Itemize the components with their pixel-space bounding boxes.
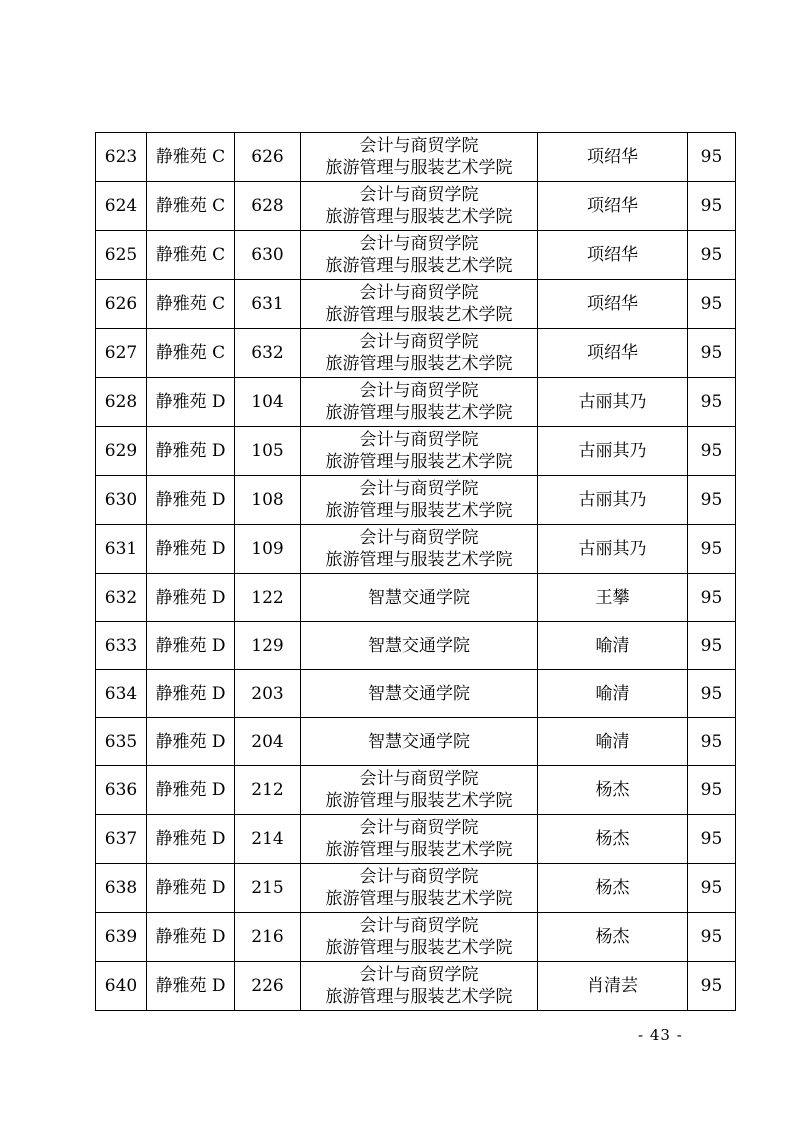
table-row xyxy=(96,622,736,670)
staff-cell: 项绍华 xyxy=(538,329,688,378)
room-cell: 203 xyxy=(235,670,301,718)
score-cell: 95 xyxy=(688,864,736,913)
college-name: 会计与商贸学院 xyxy=(359,769,479,789)
table-row xyxy=(96,815,736,864)
college-name: 会计与商贸学院 xyxy=(359,185,479,205)
college-name: 会计与商贸学院 xyxy=(359,283,479,303)
college-name: 旅游管理与服装艺术学院 xyxy=(325,550,513,570)
score-cell: 95 xyxy=(688,574,736,622)
college-name: 会计与商贸学院 xyxy=(359,916,479,936)
row-number-cell: 639 xyxy=(96,913,147,962)
room-cell: 628 xyxy=(235,182,301,231)
row-number-cell: 626 xyxy=(96,280,147,329)
building-cell: 静雅苑 D xyxy=(147,622,235,670)
room-cell: 214 xyxy=(235,815,301,864)
room-cell: 204 xyxy=(235,718,301,766)
college-name: 旅游管理与服装艺术学院 xyxy=(325,938,513,958)
building-cell: 静雅苑 D xyxy=(147,670,235,718)
college-name: 会计与商贸学院 xyxy=(359,136,479,156)
college-name: 智慧交通学院 xyxy=(368,635,470,656)
staff-cell: 杨杰 xyxy=(538,864,688,913)
row-number-cell: 638 xyxy=(96,864,147,913)
table-row xyxy=(96,766,736,815)
room-cell: 129 xyxy=(235,622,301,670)
building-cell: 静雅苑 C xyxy=(147,231,235,280)
building-cell: 静雅苑 D xyxy=(147,427,235,476)
college-cell xyxy=(301,133,538,182)
row-number-cell: 629 xyxy=(96,427,147,476)
college-name: 会计与商贸学院 xyxy=(359,528,479,548)
college-name: 会计与商贸学院 xyxy=(359,234,479,254)
row-number-cell: 624 xyxy=(96,182,147,231)
table-row xyxy=(96,476,736,525)
college-name: 会计与商贸学院 xyxy=(359,430,479,450)
score-cell: 95 xyxy=(688,231,736,280)
table-row xyxy=(96,329,736,378)
college-name: 旅游管理与服装艺术学院 xyxy=(325,354,513,374)
row-number-cell: 636 xyxy=(96,766,147,815)
college-name: 旅游管理与服装艺术学院 xyxy=(325,256,513,276)
room-cell: 630 xyxy=(235,231,301,280)
college-cell xyxy=(301,718,538,766)
staff-cell: 项绍华 xyxy=(538,231,688,280)
dormitory-score-table xyxy=(95,132,736,1011)
room-cell: 632 xyxy=(235,329,301,378)
score-cell: 95 xyxy=(688,962,736,1011)
room-cell: 631 xyxy=(235,280,301,329)
score-cell: 95 xyxy=(688,766,736,815)
college-name: 旅游管理与服装艺术学院 xyxy=(325,207,513,227)
college-name: 会计与商贸学院 xyxy=(359,818,479,838)
college-name: 智慧交通学院 xyxy=(368,587,470,608)
building-cell: 静雅苑 D xyxy=(147,525,235,574)
college-cell xyxy=(301,231,538,280)
college-name: 会计与商贸学院 xyxy=(359,332,479,352)
score-cell: 95 xyxy=(688,815,736,864)
staff-cell: 喻清 xyxy=(538,670,688,718)
row-number-cell: 630 xyxy=(96,476,147,525)
room-cell: 215 xyxy=(235,864,301,913)
table-row xyxy=(96,280,736,329)
score-cell: 95 xyxy=(688,913,736,962)
score-cell: 95 xyxy=(688,182,736,231)
college-cell xyxy=(301,280,538,329)
staff-cell: 王攀 xyxy=(538,574,688,622)
row-number-cell: 640 xyxy=(96,962,147,1011)
building-cell: 静雅苑 C xyxy=(147,182,235,231)
room-cell: 212 xyxy=(235,766,301,815)
building-cell: 静雅苑 C xyxy=(147,329,235,378)
room-cell: 122 xyxy=(235,574,301,622)
staff-cell: 杨杰 xyxy=(538,766,688,815)
college-name: 旅游管理与服装艺术学院 xyxy=(325,987,513,1007)
row-number-cell: 635 xyxy=(96,718,147,766)
college-cell xyxy=(301,329,538,378)
table-row xyxy=(96,718,736,766)
college-name: 智慧交通学院 xyxy=(368,731,470,752)
building-cell: 静雅苑 D xyxy=(147,913,235,962)
score-cell: 95 xyxy=(688,133,736,182)
table-row xyxy=(96,574,736,622)
college-cell xyxy=(301,815,538,864)
row-number-cell: 633 xyxy=(96,622,147,670)
table-body xyxy=(96,133,736,1011)
staff-cell: 项绍华 xyxy=(538,280,688,329)
building-cell: 静雅苑 D xyxy=(147,815,235,864)
college-cell xyxy=(301,766,538,815)
college-name: 旅游管理与服装艺术学院 xyxy=(325,305,513,325)
room-cell: 216 xyxy=(235,913,301,962)
building-cell: 静雅苑 D xyxy=(147,864,235,913)
staff-cell: 喻清 xyxy=(538,718,688,766)
table-row xyxy=(96,231,736,280)
building-cell: 静雅苑 C xyxy=(147,133,235,182)
table-row xyxy=(96,525,736,574)
row-number-cell: 631 xyxy=(96,525,147,574)
room-cell: 626 xyxy=(235,133,301,182)
college-name: 会计与商贸学院 xyxy=(359,381,479,401)
staff-cell: 古丽其乃 xyxy=(538,378,688,427)
college-name: 旅游管理与服装艺术学院 xyxy=(325,452,513,472)
score-cell: 95 xyxy=(688,622,736,670)
college-name: 旅游管理与服装艺术学院 xyxy=(325,791,513,811)
college-cell xyxy=(301,476,538,525)
page-number: - 43 - xyxy=(638,1026,683,1044)
score-cell: 95 xyxy=(688,378,736,427)
room-cell: 108 xyxy=(235,476,301,525)
score-cell: 95 xyxy=(688,280,736,329)
college-cell xyxy=(301,525,538,574)
building-cell: 静雅苑 D xyxy=(147,574,235,622)
score-cell: 95 xyxy=(688,718,736,766)
college-name: 旅游管理与服装艺术学院 xyxy=(325,158,513,178)
score-cell: 95 xyxy=(688,670,736,718)
table-row xyxy=(96,427,736,476)
building-cell: 静雅苑 D xyxy=(147,476,235,525)
college-name: 会计与商贸学院 xyxy=(359,965,479,985)
row-number-cell: 634 xyxy=(96,670,147,718)
college-cell xyxy=(301,913,538,962)
college-name: 旅游管理与服装艺术学院 xyxy=(325,889,513,909)
staff-cell: 古丽其乃 xyxy=(538,427,688,476)
staff-cell: 项绍华 xyxy=(538,182,688,231)
staff-cell: 杨杰 xyxy=(538,815,688,864)
score-cell: 95 xyxy=(688,525,736,574)
row-number-cell: 627 xyxy=(96,329,147,378)
table-row xyxy=(96,962,736,1011)
college-cell xyxy=(301,864,538,913)
college-name: 会计与商贸学院 xyxy=(359,867,479,887)
college-name: 会计与商贸学院 xyxy=(359,479,479,499)
college-name: 旅游管理与服装艺术学院 xyxy=(325,403,513,423)
college-cell xyxy=(301,427,538,476)
table-row xyxy=(96,864,736,913)
room-cell: 105 xyxy=(235,427,301,476)
college-cell xyxy=(301,962,538,1011)
building-cell: 静雅苑 D xyxy=(147,766,235,815)
row-number-cell: 637 xyxy=(96,815,147,864)
staff-cell: 杨杰 xyxy=(538,913,688,962)
table-row xyxy=(96,378,736,427)
table-row xyxy=(96,133,736,182)
score-cell: 95 xyxy=(688,329,736,378)
room-cell: 109 xyxy=(235,525,301,574)
room-cell: 226 xyxy=(235,962,301,1011)
table-row xyxy=(96,670,736,718)
college-cell xyxy=(301,182,538,231)
college-cell xyxy=(301,622,538,670)
row-number-cell: 632 xyxy=(96,574,147,622)
staff-cell: 古丽其乃 xyxy=(538,476,688,525)
building-cell: 静雅苑 D xyxy=(147,718,235,766)
college-name: 旅游管理与服装艺术学院 xyxy=(325,840,513,860)
table-row xyxy=(96,182,736,231)
staff-cell: 喻清 xyxy=(538,622,688,670)
college-cell xyxy=(301,378,538,427)
table-row xyxy=(96,913,736,962)
row-number-cell: 628 xyxy=(96,378,147,427)
room-cell: 104 xyxy=(235,378,301,427)
score-cell: 95 xyxy=(688,476,736,525)
building-cell: 静雅苑 C xyxy=(147,280,235,329)
score-cell: 95 xyxy=(688,427,736,476)
college-name: 智慧交通学院 xyxy=(368,683,470,704)
staff-cell: 肖清芸 xyxy=(538,962,688,1011)
row-number-cell: 625 xyxy=(96,231,147,280)
row-number-cell: 623 xyxy=(96,133,147,182)
building-cell: 静雅苑 D xyxy=(147,378,235,427)
building-cell: 静雅苑 D xyxy=(147,962,235,1011)
college-name: 旅游管理与服装艺术学院 xyxy=(325,501,513,521)
college-cell xyxy=(301,574,538,622)
college-cell xyxy=(301,670,538,718)
staff-cell: 古丽其乃 xyxy=(538,525,688,574)
staff-cell: 项绍华 xyxy=(538,133,688,182)
